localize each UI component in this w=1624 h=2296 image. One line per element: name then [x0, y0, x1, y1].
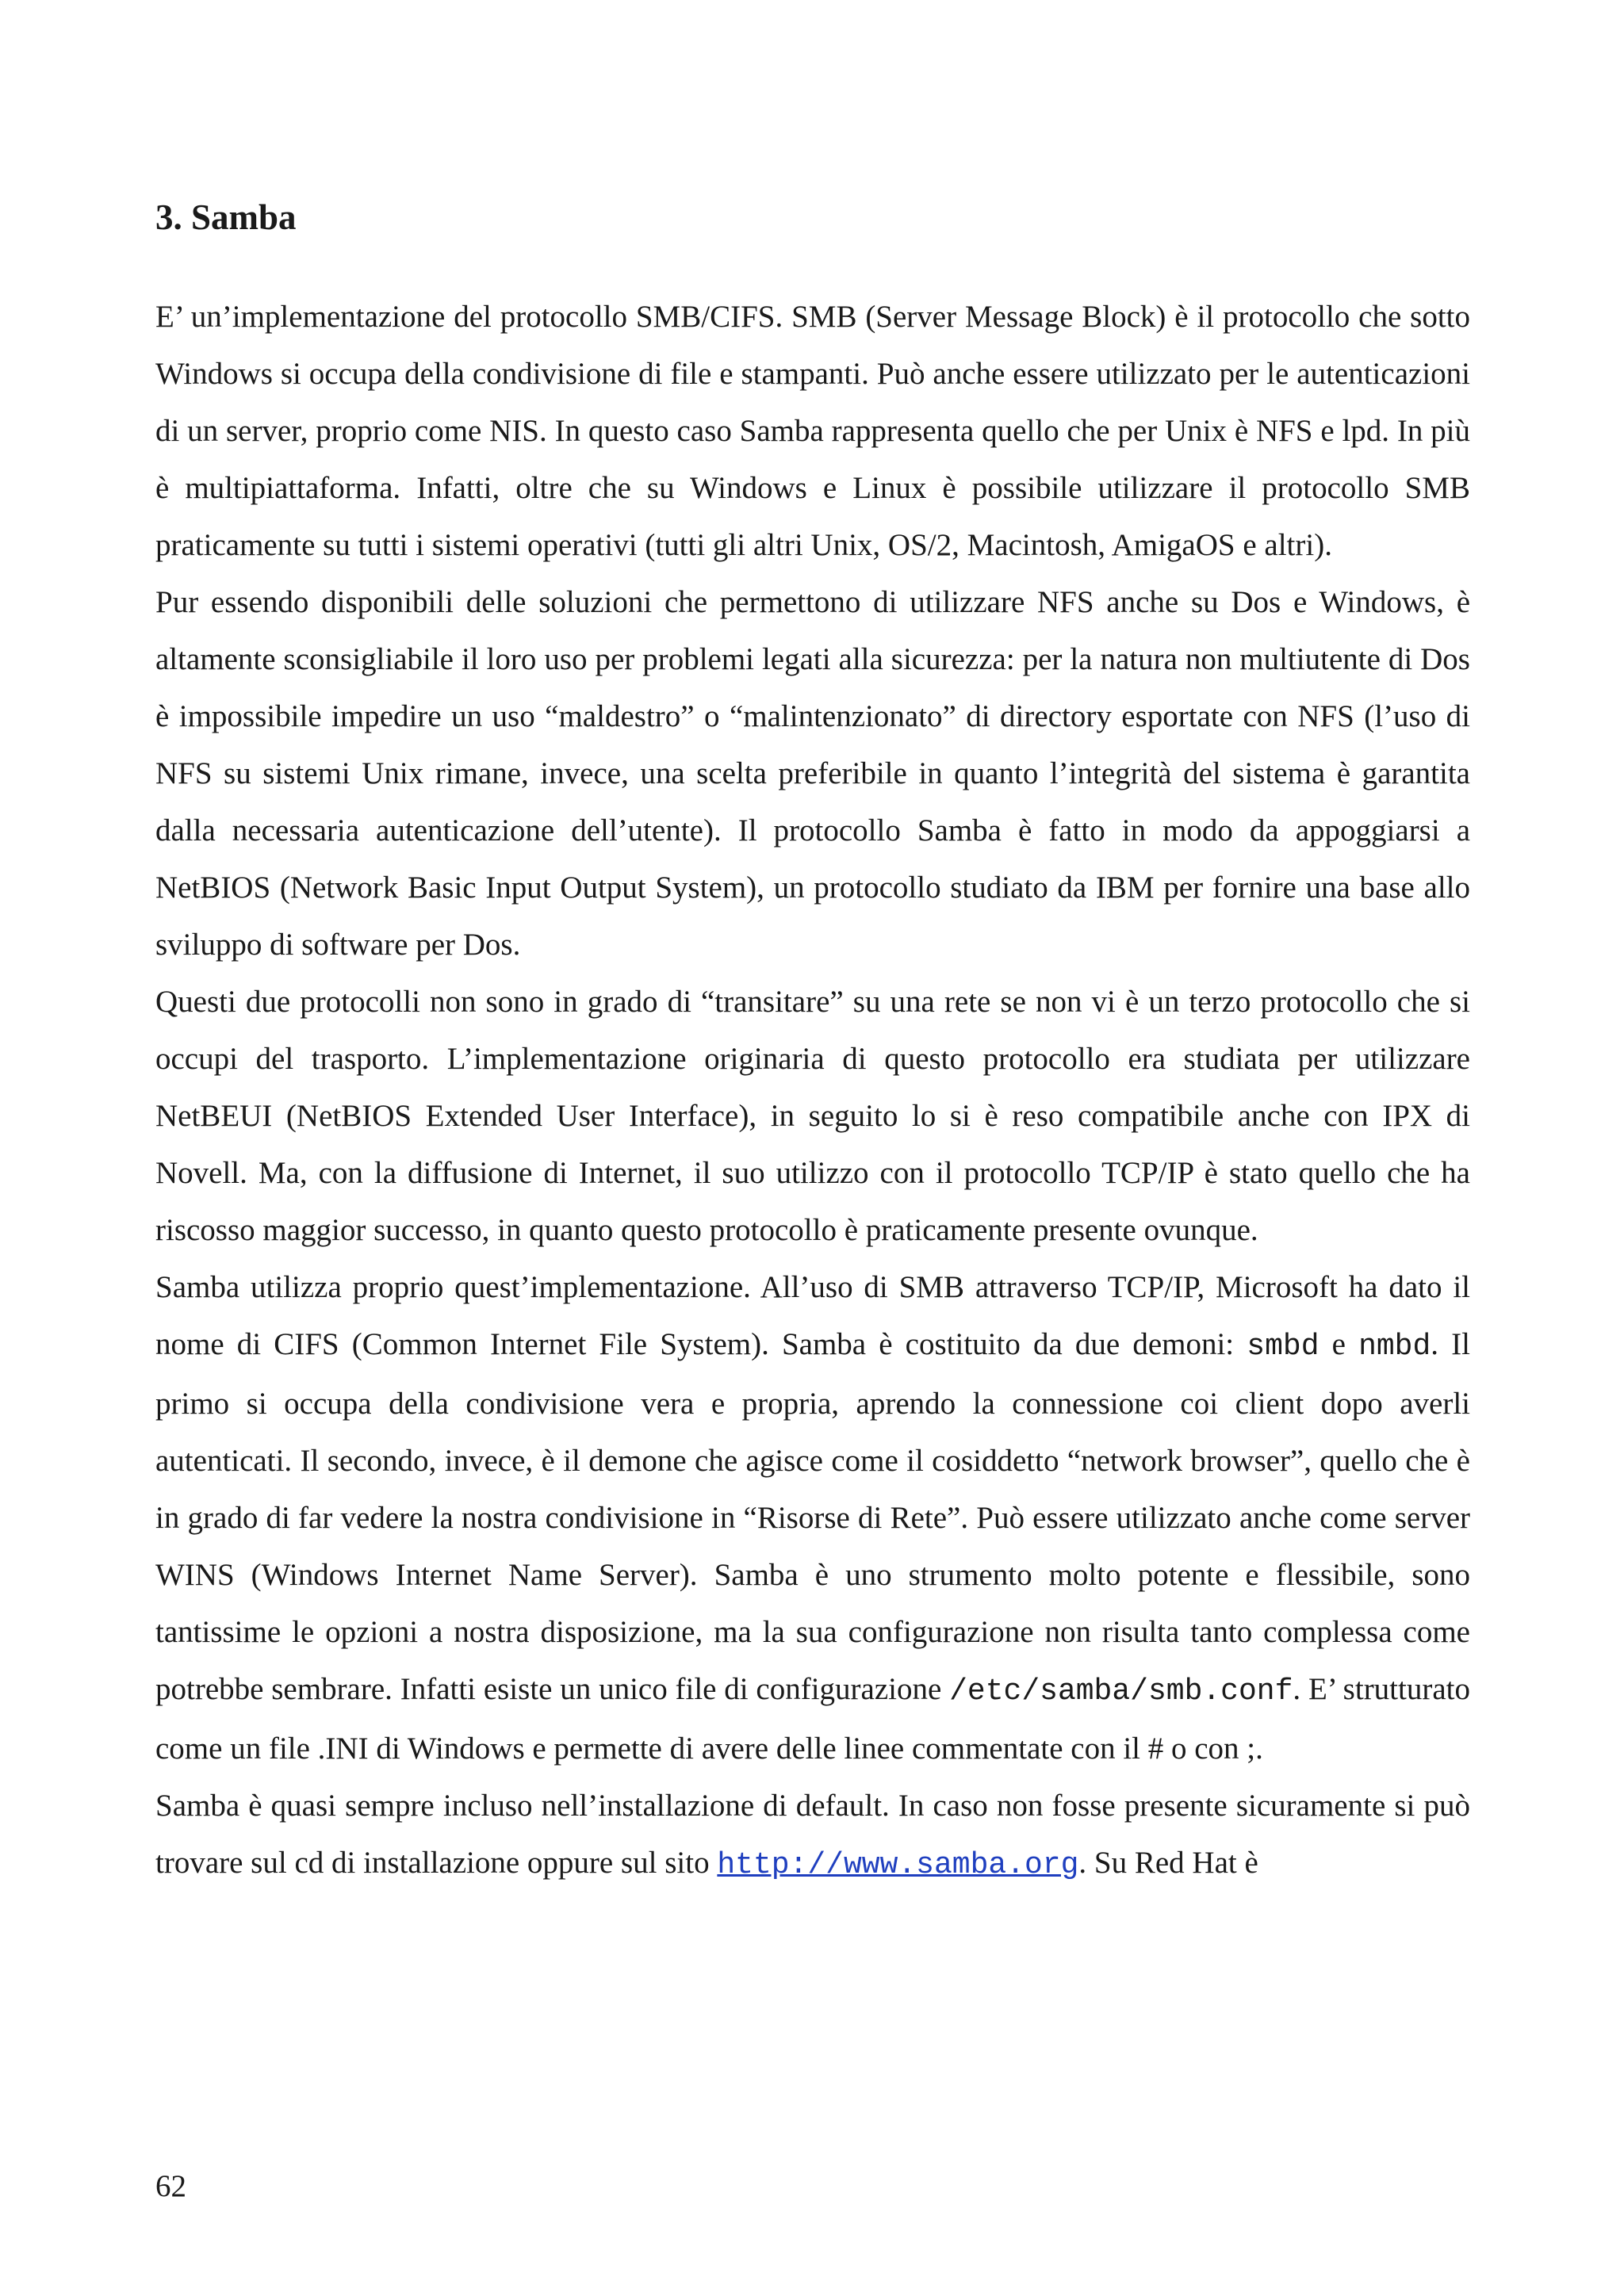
paragraph-samba-daemons — [155, 1259, 1470, 1777]
section-heading: 3. Samba — [155, 197, 297, 237]
code-smbd: smbd — [1247, 1330, 1320, 1364]
text-segment: . E’ strutturato come un file .INI di Windows e permette di avere delle linee commentate con il # o con ;. — [155, 1672, 1470, 1766]
paragraph-transport-protocols: Questi due protocolli non sono in grado di “transitare” su una rete se non vi è un terzo protocollo che si occupi del trasporto. L’implementazione originaria di questo protocollo era studiata per utilizzare NetBEUI (NetBIOS Extended User Interface), in seguito lo si è reso compatibile anche con IPX di Novell. Ma, con la diffusione di Internet, il suo utilizzo con il protocollo TCP/IP è stato quello che ha riscosso maggior successo, in quanto questo protocollo è praticamente presente ovunque. — [155, 985, 1470, 1247]
text-segment: . Il primo si occupa della condivisione vera e propria, aprendo la connessione coi client dopo averli autenticati. Il secondo, invece, è il demone che agisce come il cosiddetto “network browser”, quello che è in grado di far vedere la nostra condivisione in “Risorse di Rete”. Può essere utilizzato anche come server WINS (Windows Internet Name Server). Samba è uno strumento molto potente e flessibile, sono tantissime le opzioni a nostra disposizione, ma la sua configurazione non risulta tanto complessa come potrebbe sembrare. Infatti esiste un unico file di configurazione — [155, 1327, 1470, 1706]
code-nmbd: nmbd — [1358, 1330, 1431, 1364]
paragraph-nfs-security: Pur essendo disponibili delle soluzioni che permettono di utilizzare NFS anche su Dos e Windows, è altamente sconsigliabile il loro uso per problemi legati alla sicurezza: per la natura non multiutente di Dos è impossibile impedire un uso “maldestro” o “malintenzionato” di directory esportate con NFS (l’uso di NFS su sistemi Unix rimane, invece, una scelta preferibile in quanto l’integrità del sistema è garantita dalla necessaria autenticazione dell’utente). Il protocollo Samba è fatto in modo da appoggiarsi a NetBIOS (Network Basic Input Output System), un protocollo studiato da IBM per fornire una base allo sviluppo di software per Dos. — [155, 585, 1470, 962]
text-segment: . Su Red Hat è — [1078, 1846, 1258, 1880]
code-config-path: /etc/samba/smb.conf — [949, 1674, 1293, 1709]
samba-website-link[interactable]: http://www.samba.org — [717, 1848, 1079, 1882]
text-segment: Samba utilizza proprio quest’implementazione. All’uso di SMB attraverso TCP/IP, Microsoft ha dato il nome di CIFS (Common Internet File System). Samba è costituito da due demoni: — [155, 1270, 1470, 1361]
body-text — [155, 289, 1470, 1894]
paragraph-samba-install — [155, 1777, 1470, 1894]
paragraph-smb-intro: E’ un’implementazione del protocollo SMB/CIFS. SMB (Server Message Block) è il protocollo che sotto Windows si occupa della condivisione di file e stampanti. Può anche essere utilizzato per le autenticazioni di un server, proprio come NIS. In questo caso Samba rappresenta quello che per Unix è NFS e lpd. In più è multipiattaforma. Infatti, oltre che su Windows e Linux è possibile utilizzare il protocollo SMB praticamente su tutti i sistemi operativi (tutti gli altri Unix, OS/2, Macintosh, AmigaOS e altri). — [155, 300, 1470, 562]
text-segment: e — [1319, 1327, 1359, 1361]
page-number: 62 — [155, 2169, 186, 2203]
text-segment: Samba è quasi sempre incluso nell’installazione di default. In caso non fosse presente sicuramente si può trovare sul cd di installazione oppure sul sito — [155, 1789, 1470, 1880]
